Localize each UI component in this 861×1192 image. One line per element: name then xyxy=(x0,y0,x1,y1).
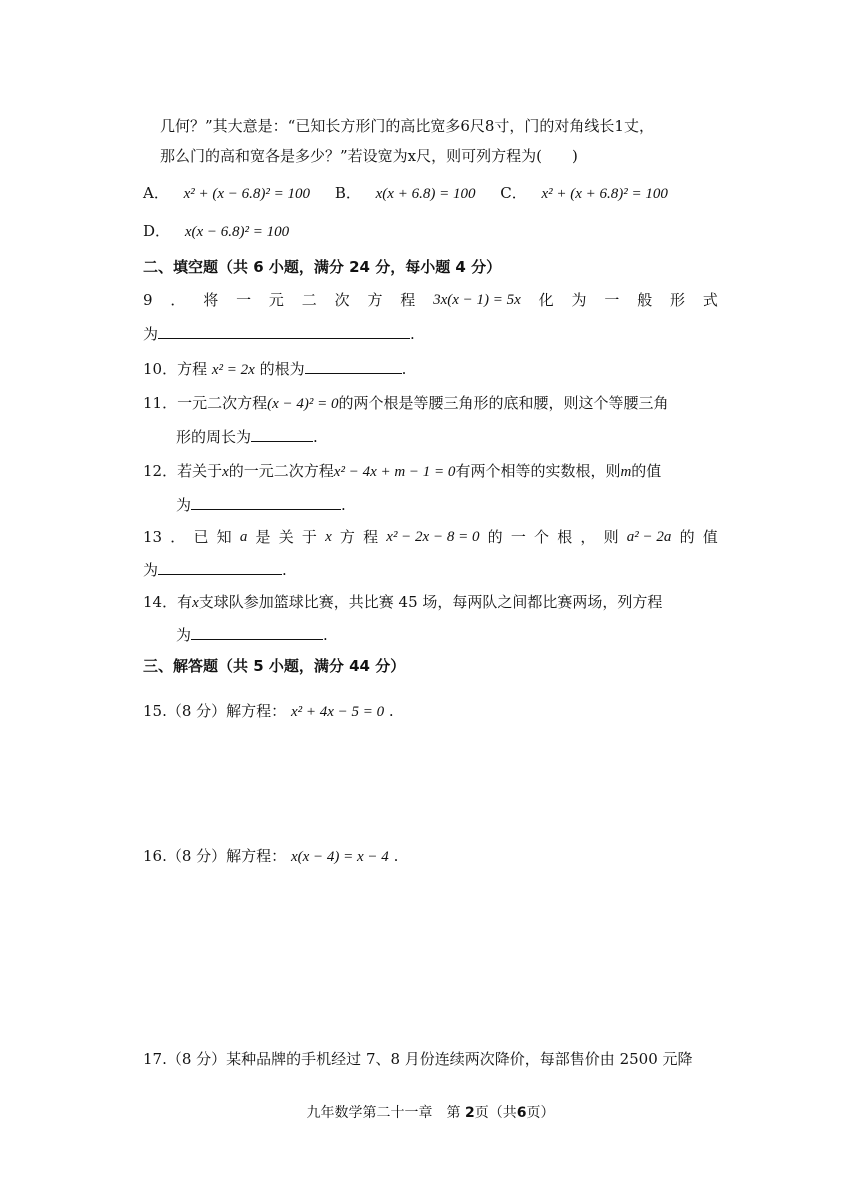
q10-text: 的根为 xyxy=(259,360,305,378)
q10-number: 10． xyxy=(143,360,178,378)
q11-text: 一元二次方程 xyxy=(177,394,268,412)
q14-variable: x xyxy=(192,595,199,611)
q16-number: 16. xyxy=(143,847,167,865)
q13-text: 为 xyxy=(143,561,159,579)
option-d-expr: x(x − 6.8)² = 100 xyxy=(184,224,290,240)
q13-word: 程 xyxy=(363,528,379,546)
q17-text: （8 分）某种品牌的手机经过 7、8 月份连续两次降价，每部售价由 2500 元降 xyxy=(166,1050,693,1068)
q9-word: 二 xyxy=(301,291,317,309)
q11-number: 11． xyxy=(143,394,178,412)
q16-equation: x(x − 4) = x − 4 xyxy=(290,849,389,865)
q11-answer-blank[interactable] xyxy=(251,427,313,442)
q12-line1 xyxy=(143,461,661,482)
q13-number: 13 xyxy=(143,528,163,546)
q12-text: 为 xyxy=(176,496,192,514)
section3-heading: 三、解答题（共 5 小题，满分 44 分） xyxy=(143,657,406,675)
q9-line2 xyxy=(143,324,415,344)
q9-number: 9 xyxy=(143,291,153,309)
q11-period: . xyxy=(313,428,318,446)
q10-period: . xyxy=(401,360,407,378)
q10-answer-blank[interactable] xyxy=(305,359,402,374)
footer-text: 页） xyxy=(526,1105,555,1121)
q12-text: 有两个相等的实数根，则 xyxy=(455,462,621,480)
q9-word: 形 xyxy=(670,291,686,309)
q12-period: . xyxy=(341,496,346,514)
q12-variable: m xyxy=(620,464,632,480)
q14-answer-blank[interactable] xyxy=(191,625,323,640)
q9-word: 次 xyxy=(334,291,350,309)
q13-variable: x xyxy=(325,529,332,545)
q14-text: 为 xyxy=(176,626,192,644)
footer-total-pages: 6 xyxy=(516,1105,527,1121)
q12-text: 的一元二次方程 xyxy=(228,462,334,480)
q11-line1 xyxy=(143,393,669,414)
q15-text: （8 分）解方程： xyxy=(166,702,287,720)
q9-word: 一 xyxy=(236,291,252,309)
q12-equation: x² − 4x + m − 1 = 0 xyxy=(333,464,456,480)
q9-word: 方 xyxy=(367,291,383,309)
page-footer xyxy=(0,1102,861,1122)
q13-word: 值 xyxy=(702,528,718,546)
q9-word: 式 xyxy=(702,291,718,309)
option-a-expr: x² + (x − 6.8)² = 100 xyxy=(183,186,311,202)
q13-equation: x² − 2x − 8 = 0 xyxy=(386,529,480,545)
q8-option-d-row xyxy=(143,221,289,242)
q9-answer-blank[interactable] xyxy=(158,324,410,339)
q8-line2: 那么门的高和宽各是多少？”若设宽为x尺，则可列方程为( ) xyxy=(160,147,578,165)
q14-line1 xyxy=(143,592,662,613)
q13-expression: a² − 2a xyxy=(626,529,672,545)
q15-period: . xyxy=(388,702,394,720)
q13-word: 关 xyxy=(278,528,294,546)
q13-word: 已 xyxy=(193,528,209,546)
option-b-label: B． xyxy=(334,184,361,202)
q13-word: 于 xyxy=(301,528,317,546)
option-b-expr: x(x + 6.8) = 100 xyxy=(375,186,476,202)
q11-equation: (x − 4)² = 0 xyxy=(267,396,339,412)
option-d-label: D． xyxy=(143,222,171,240)
q14-line2 xyxy=(176,625,328,645)
q9-equation: 3x(x − 1) = 5x xyxy=(433,292,521,308)
q9-line1 xyxy=(143,290,718,310)
q14-period: . xyxy=(323,626,328,644)
q8-line1: 几何？”其大意是：“已知长方形门的高比宽多6尺8寸，门的对角线长1丈， xyxy=(160,117,654,135)
q9-word: 为 xyxy=(571,291,587,309)
q14-text: 有 xyxy=(177,593,193,611)
q13-word: 的 xyxy=(487,528,503,546)
q15 xyxy=(143,701,394,722)
q8-options-row xyxy=(143,183,668,204)
q9-word: 将 xyxy=(203,291,219,309)
q13-word: 方 xyxy=(339,528,355,546)
q13-word: ， xyxy=(580,528,596,546)
q13-word: ． xyxy=(170,528,186,546)
q14-number: 14． xyxy=(143,593,178,611)
q10-equation: x² = 2x xyxy=(211,362,255,378)
q9-word: 程 xyxy=(400,291,416,309)
q14-text: 支球队参加篮球比赛，共比赛 45 场，每两队之间都比赛两场，列方程 xyxy=(198,593,663,611)
q12-text: 若关于 xyxy=(177,462,223,480)
option-a-label: A． xyxy=(143,184,169,202)
q11-line2 xyxy=(176,427,318,447)
section2-heading: 二、填空题（共 6 小题，满分 24 分，每小题 4 分） xyxy=(143,258,502,276)
footer-text: 页（共 xyxy=(474,1105,517,1121)
q12-line2 xyxy=(176,495,346,515)
option-c-label: C． xyxy=(500,184,527,202)
q13-word: 一 xyxy=(510,528,526,546)
q16 xyxy=(143,846,398,867)
q13-word: 是 xyxy=(255,528,271,546)
q13-word: 个 xyxy=(534,528,550,546)
q9-word: ． xyxy=(170,291,186,309)
q15-number: 15. xyxy=(143,702,167,720)
q9-period: . xyxy=(410,325,415,343)
q17-number: 17. xyxy=(143,1050,167,1068)
q10-text: 方程 xyxy=(177,360,208,378)
q9-prefix: 为 xyxy=(143,325,159,343)
q13-variable: a xyxy=(239,529,248,545)
q13-word: 知 xyxy=(216,528,232,546)
q13-word: 的 xyxy=(679,528,695,546)
footer-page-number: 2 xyxy=(464,1105,475,1121)
q15-equation: x² + 4x − 5 = 0 xyxy=(290,704,385,720)
q9-word: 化 xyxy=(538,291,554,309)
q13-word: 则 xyxy=(603,528,619,546)
q13-line2 xyxy=(143,560,287,580)
q13-answer-blank[interactable] xyxy=(158,560,282,575)
q10 xyxy=(143,359,406,380)
q16-period: . xyxy=(393,847,399,865)
q13-line1 xyxy=(143,527,718,547)
q12-number: 12． xyxy=(143,462,178,480)
q17 xyxy=(143,1049,693,1069)
footer-text: 九年数学第二十一章 第 xyxy=(306,1105,465,1121)
q9-word: 一 xyxy=(604,291,620,309)
q12-variable: x xyxy=(222,464,229,480)
q11-text: 的两个根是等腰三角形的底和腰，则这个等腰三角 xyxy=(338,394,669,412)
q12-answer-blank[interactable] xyxy=(191,495,341,510)
q13-period: . xyxy=(282,561,287,579)
q16-text: （8 分）解方程： xyxy=(166,847,287,865)
q9-word: 元 xyxy=(268,291,284,309)
q9-word: 般 xyxy=(637,291,653,309)
option-c-expr: x² + (x + 6.8)² = 100 xyxy=(541,186,668,202)
q12-text: 的值 xyxy=(631,462,662,480)
q13-word: 根 xyxy=(557,528,573,546)
q11-text: 形的周长为 xyxy=(176,428,252,446)
